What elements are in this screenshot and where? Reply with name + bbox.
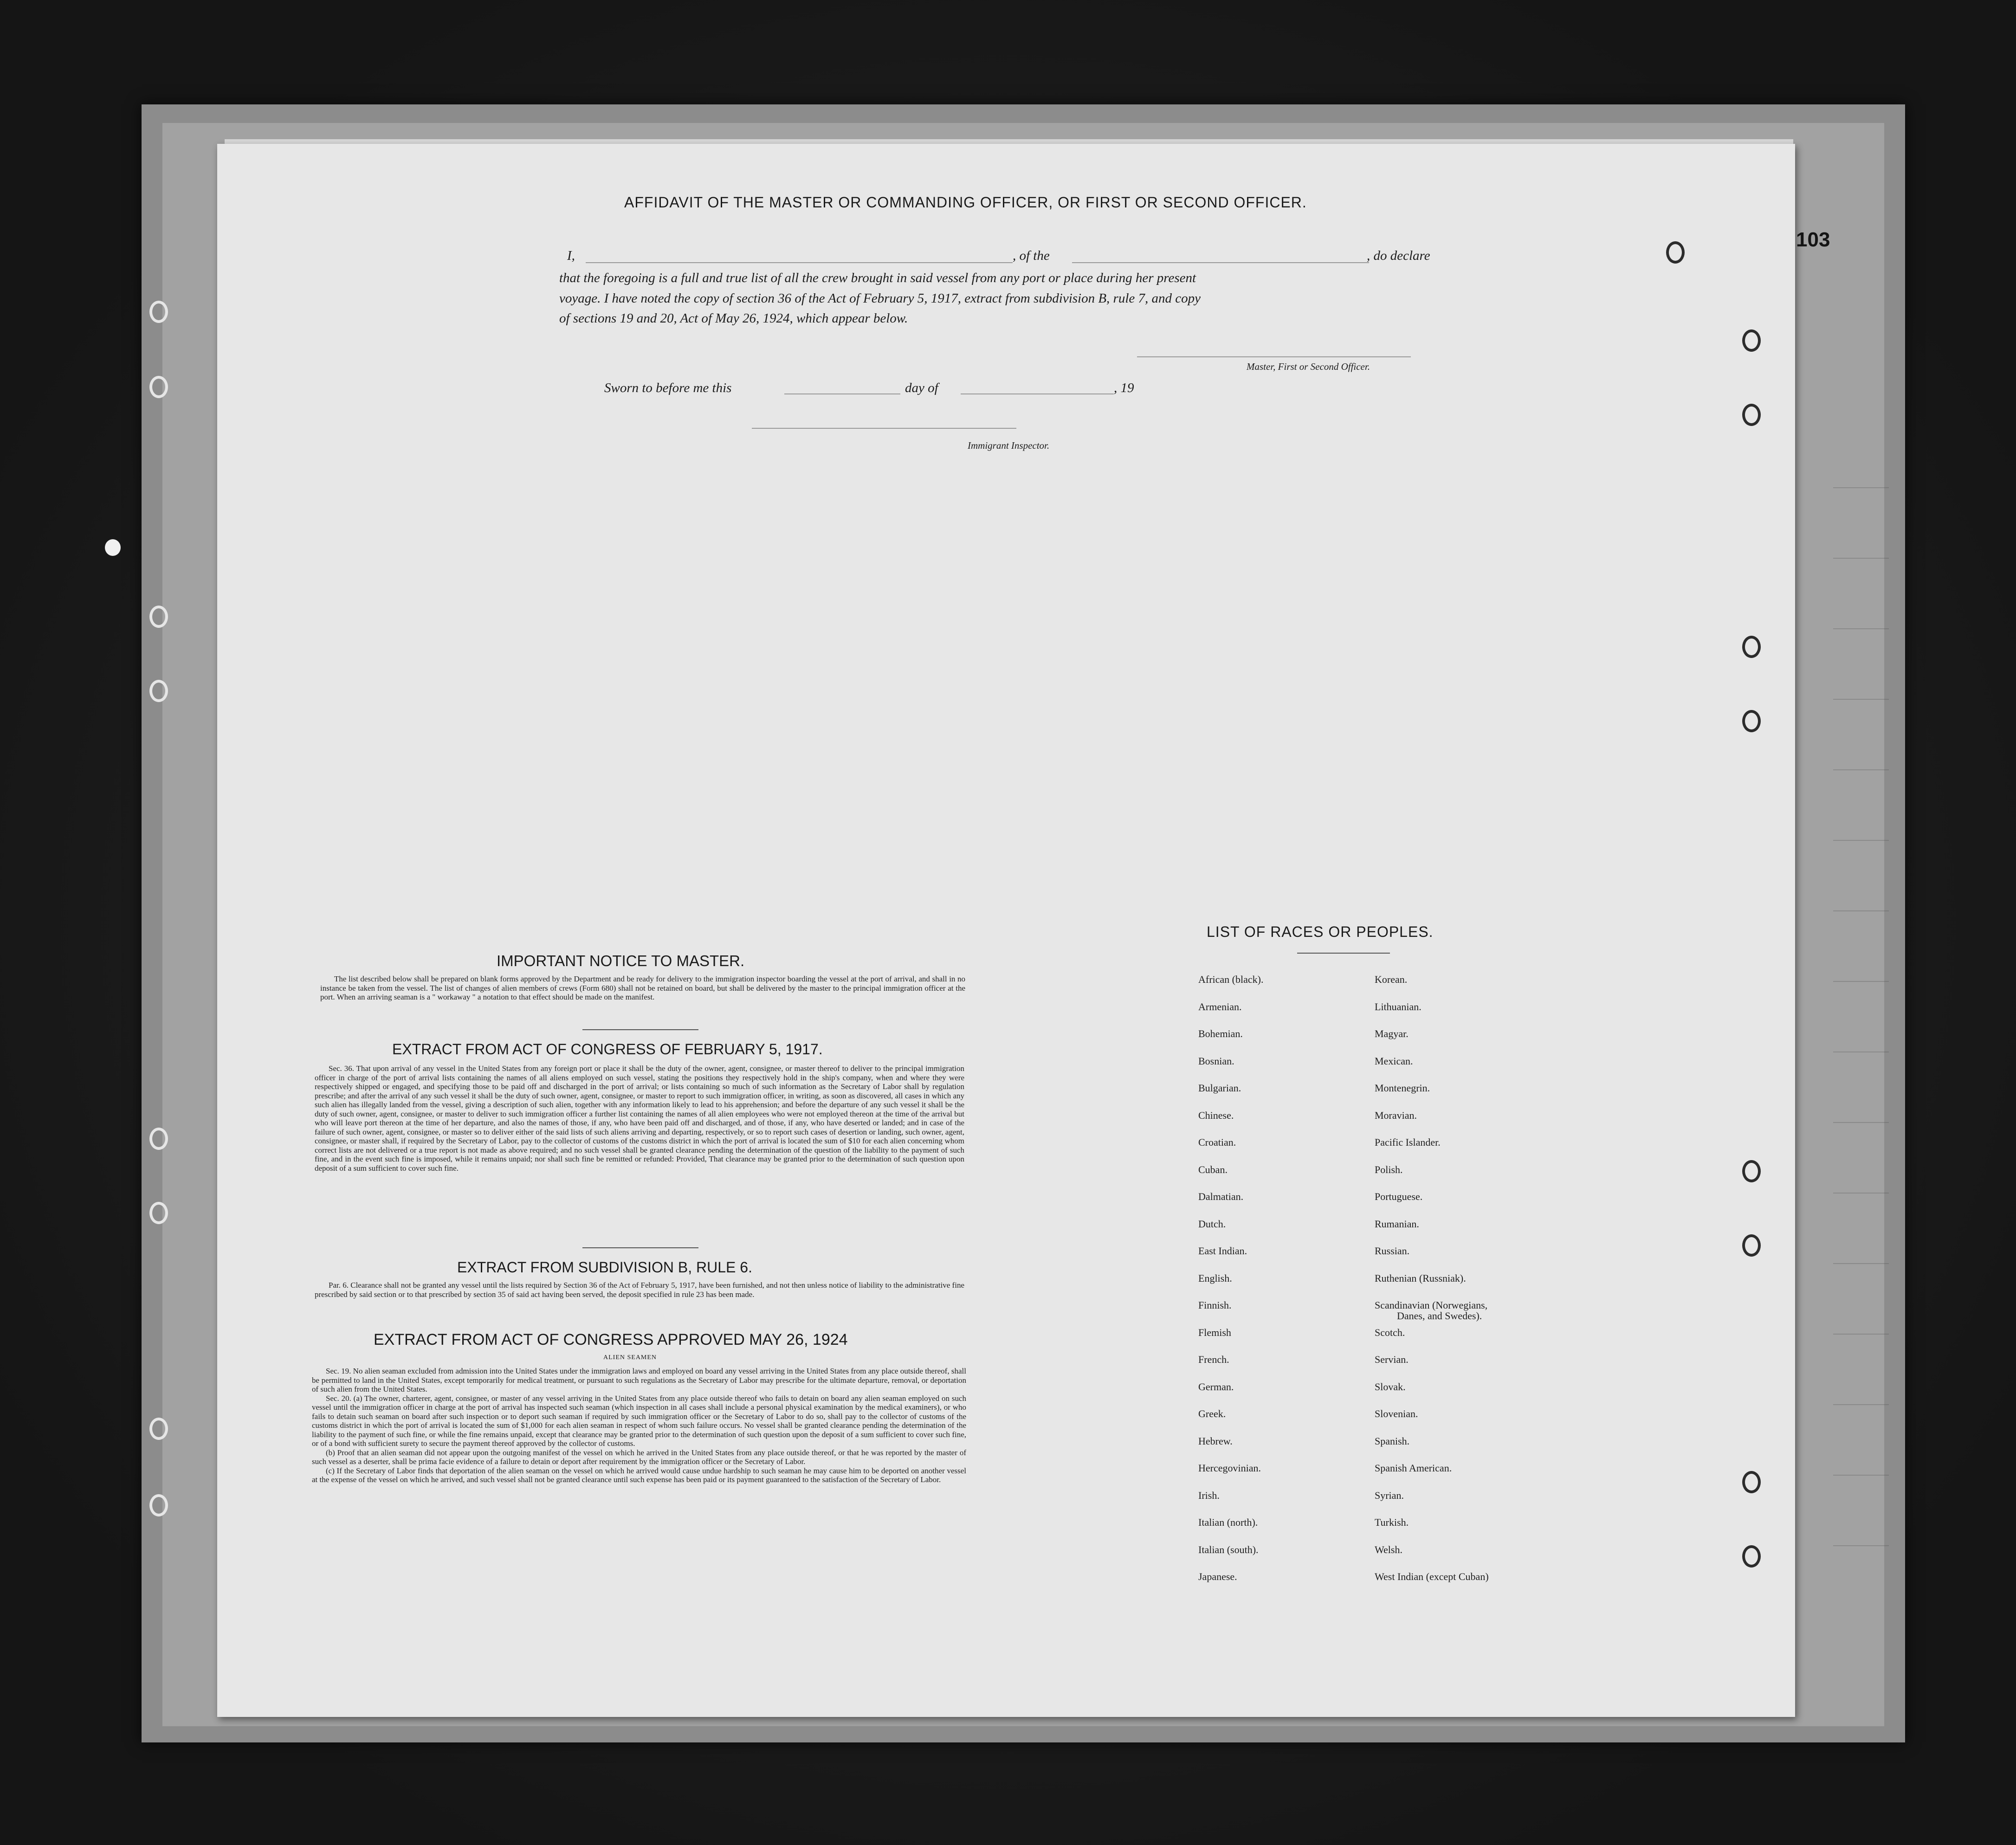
- race-right-item: Spanish American.: [1375, 1462, 1452, 1474]
- sec-36-paragraph: Sec. 36. That upon arrival of any vessel in the United States from any foreign port or place it shall be the duty of the owner, agent, consignee, or master thereof to deliver to the principal immigration officer in charge of the port of arrival lists containing the names of all aliens employed on such vessel, stating the positions they respectively hold in the ship's company, when and where they were respectively shipped or engaged, and specifying those to be paid off and discharged in the port of arrival; or lists containing so much of such information as the Secretary of Labor shall by regulation prescribe; and after the arrival of any such vessel it shall be the duty of such owner, agent, consignee, or master to report to such immigration officer, in writing, as soon as discovered, all cases in which any such alien has illegally landed from the vessel, giving a description of such alien, together with any information likely to lead to his apprehension; and before the departure of any such vessel it shall be the duty of such owner, agent, consignee, or master to deliver to such immigration officer a further list containing the names of all alien employees who were not employed thereon at the time of the arrival but who will leave port thereon at the time of her departure, and also the names of those, if any, who have been paid off and discharged, and of those, if any, who have deserted or landed; and in case of the failure of such owner, agent, consignee, or master so to deliver either of the said lists of such aliens arriving and departing, respectively, or so to report such cases of desertion or landing, such owner, agent, consignee, or master shall, if required by the Secretary of Labor, pay to the collector of customs of the customs district in which the port of arrival is located the sum of $10 for each alien concerning whom correct lists are not delivered or a true report is not made as above required; and no such vessel shall be granted clearance pending the determination of the question of the liability to the payment of such fine, and in the event such fine is imposed, while it remains unpaid; nor shall such fine be remitted or refunded: Provided, That clearance may be granted prior to the determination of such question upon deposit of a sum sufficient to cover such fine.: [315, 1064, 964, 1173]
- binding-ring-icon: [1666, 241, 1685, 264]
- race-right-item: Ruthenian (Russniak).: [1375, 1272, 1466, 1284]
- affidavit-of-the-label: , of the: [1013, 248, 1050, 263]
- race-right-item: Rumanian.: [1375, 1218, 1419, 1230]
- race-left-item: Dutch.: [1198, 1218, 1226, 1230]
- race-left-item: Hebrew.: [1198, 1435, 1233, 1447]
- race-left-item: Armenian.: [1198, 1001, 1242, 1013]
- race-left-item: Bohemian.: [1198, 1028, 1243, 1039]
- binding-ring-icon: [1742, 1471, 1761, 1493]
- affidavit-line-3: voyage. I have noted the copy of section 36 of the Act of February 5, 1917, extract from subdivision B, rule 7, and copy: [559, 291, 1201, 306]
- sec-20a-paragraph: Sec. 20. (a) The owner, charterer, agent, consignee, or master of any vessel arriving in the United States from any place outside thereof who fails to detain on board any alien seaman employed on such vessel until the immigration officer in charge at the port of arrival has inspected such seaman (which inspection in all cases shall include a personal physical examination by the medical examiners), or who fails to detain such seaman on board after such inspection or to deport such seaman if required by such immigration officer or the Secretary of Labor to do so, shall pay to the collector of customs of the customs district in which the port of arrival is located the sum of $1,000 for each alien seaman in respect of whom such failure occurs. No vessel shall be granted clearance pending the determination of the liability to the payment of such fine, or while the fine remains unpaid, except that clearance may be granted prior to the determination of such question upon the deposit of a sum sufficient to cover such fine, or of a bond with sufficient surety to secure the payment thereof approved by the collector of customs.: [312, 1393, 966, 1448]
- divider: [582, 1029, 698, 1030]
- binding-ring-icon: [149, 1128, 168, 1150]
- affidavit-declare-label: , do declare: [1367, 248, 1430, 263]
- race-left-item: East Indian.: [1198, 1245, 1247, 1257]
- race-right-item: Portuguese.: [1375, 1191, 1423, 1202]
- affidavit-declarant-label: I,: [567, 248, 575, 263]
- race-right-item: Servian.: [1375, 1354, 1409, 1365]
- binding-ring-icon: [1742, 1545, 1761, 1568]
- race-left-item: Croatian.: [1198, 1136, 1236, 1148]
- race-right-item: Pacific Islander.: [1375, 1136, 1441, 1148]
- binding-ring-icon: [149, 1202, 168, 1224]
- race-right-item: Mexican.: [1375, 1055, 1413, 1067]
- race-right-item: Magyar.: [1375, 1028, 1409, 1039]
- binding-ring-icon: [149, 1494, 168, 1516]
- extract-1917-body: [315, 1064, 964, 1173]
- race-right-item: West Indian (except Cuban): [1375, 1571, 1489, 1582]
- race-right-item: Scandinavian (Norwegians,: [1375, 1299, 1488, 1311]
- year-label: , 19: [1114, 381, 1134, 395]
- races-title: LIST OF RACES OR PEOPLES.: [1207, 923, 1434, 940]
- binding-ring-icon: [149, 301, 168, 323]
- divider: [582, 1247, 698, 1248]
- race-left-item: English.: [1198, 1272, 1232, 1284]
- master-signature-line: [1137, 356, 1411, 357]
- race-left-item: Bosnian.: [1198, 1055, 1234, 1067]
- binding-ring-icon: [1742, 404, 1761, 426]
- race-right-item: Spanish.: [1375, 1435, 1410, 1447]
- race-right-item: Moravian.: [1375, 1110, 1417, 1121]
- race-left-item: Hercegovinian.: [1198, 1462, 1261, 1474]
- binding-ring-icon: [1742, 1234, 1761, 1257]
- affidavit-title: AFFIDAVIT OF THE MASTER OR COMMANDING OFFICER, OR FIRST OR SECOND OFFICER.: [624, 194, 1307, 211]
- master-signature-caption: Master, First or Second Officer.: [1247, 361, 1370, 372]
- extract-1917-title: EXTRACT FROM ACT OF CONGRESS OF FEBRUARY 5, 1917.: [392, 1041, 823, 1058]
- inspector-signature-line: [752, 428, 1016, 429]
- binding-ring-icon: [1742, 710, 1761, 732]
- sec-20c-paragraph: (c) If the Secretary of Labor finds that deportation of the alien seaman on the vessel on which he arrived would cause undue hardship to such seaman he may cause him to be deported on another vessel at the expense of the vessel on which he arrived, and such vessel shall not be granted clearance until such expense has been paid or its payment guaranteed to the satisfaction of the Secretary of Labor.: [312, 1466, 966, 1484]
- binding-ring-icon: [149, 606, 168, 628]
- alien-seamen-subtitle: ALIEN SEAMEN: [603, 1354, 657, 1361]
- race-left-item: Dalmatian.: [1198, 1191, 1244, 1202]
- sec-19-paragraph: Sec. 19. No alien seaman excluded from admission into the United States under the immigration laws and employed on board any vessel arriving in the United States from any place outside thereof, shall be permitted to land in the United States, except temporarily for medical treatment, or pursuant to such regulations as the Secretary of Labor may prescribe for the ultimate departure, removal, or deportation of such alien from the United States.: [312, 1367, 966, 1393]
- race-left-item: Bulgarian.: [1198, 1082, 1241, 1094]
- race-left-item: French.: [1198, 1354, 1229, 1365]
- race-left-item: African (black).: [1198, 974, 1264, 985]
- binding-ring-icon: [149, 1418, 168, 1440]
- race-right-item: Syrian.: [1375, 1490, 1404, 1501]
- rule-6-body: [315, 1281, 964, 1299]
- notice-paragraph: The list described below shall be prepared on blank forms approved by the Department and be ready for delivery to the immigration inspector boarding the vessel at the port of arrival, and shall in no instance be taken from the vessel. The list of changes of alien members of crews (Form 680) shall not be retained on board, but shall be delivered by the master to the principal immigration officer at the port. When an arriving seaman is a " workaway " a notation to that effect should be made on the manifest.: [320, 974, 965, 1001]
- race-right-item: Lithuanian.: [1375, 1001, 1422, 1013]
- race-right-item: Polish.: [1375, 1164, 1403, 1175]
- race-right-item: Russian.: [1375, 1245, 1410, 1257]
- race-right-item: Turkish.: [1375, 1516, 1409, 1528]
- page-number: 103: [1796, 228, 1830, 251]
- race-left-item: Irish.: [1198, 1490, 1220, 1501]
- binding-ring-icon: [1742, 329, 1761, 352]
- race-left-item: German.: [1198, 1381, 1234, 1393]
- race-right-item: Korean.: [1375, 974, 1408, 985]
- race-left-item: Italian (south).: [1198, 1544, 1259, 1555]
- race-left-item: Japanese.: [1198, 1571, 1237, 1582]
- punch-hole-icon: [105, 539, 121, 556]
- race-left-item: Greek.: [1198, 1408, 1226, 1419]
- race-left-item: Italian (north).: [1198, 1516, 1258, 1528]
- race-right-item: Slovenian.: [1375, 1408, 1418, 1419]
- divider: [1297, 953, 1390, 954]
- race-right-item: Scotch.: [1375, 1327, 1405, 1338]
- extract-1924-body: [312, 1367, 966, 1484]
- race-left-item: Chinese.: [1198, 1110, 1234, 1121]
- extract-1924-title: EXTRACT FROM ACT OF CONGRESS APPROVED MAY 26, 1924: [374, 1331, 848, 1348]
- race-right-item-continued: Danes, and Swedes).: [1397, 1310, 1482, 1322]
- binding-ring-icon: [1742, 636, 1761, 658]
- race-left-item: Finnish.: [1198, 1299, 1232, 1311]
- notice-title: IMPORTANT NOTICE TO MASTER.: [497, 952, 745, 969]
- race-right-item: Slovak.: [1375, 1381, 1406, 1393]
- notice-body: [320, 974, 965, 1002]
- race-right-item: Montenegrin.: [1375, 1082, 1430, 1094]
- affidavit-line-4: of sections 19 and 20, Act of May 26, 1924, which appear below.: [559, 311, 908, 326]
- inspector-caption: Immigrant Inspector.: [968, 440, 1050, 451]
- bleed-through-rows: [1833, 418, 1889, 1531]
- par-6-paragraph: Par. 6. Clearance shall not be granted any vessel until the lists required by Section 36 of the Act of February 5, 1917, have been furnished, and not then unless notice of liability to the administrative fine prescribed by said section or to that prescribed by section 35 of said act having been served, the deposit specified in rule 23 has been made.: [315, 1281, 964, 1299]
- binding-ring-icon: [149, 680, 168, 702]
- day-of-label: day of: [905, 381, 938, 395]
- declarant-name-blank: [586, 262, 1013, 263]
- affidavit-line-2: that the foregoing is a full and true list of all the crew brought in said vessel from any port or place during her present: [559, 271, 1196, 285]
- vessel-name-blank: [1072, 262, 1369, 263]
- sec-20b-paragraph: (b) Proof that an alien seaman did not appear upon the outgoing manifest of the vessel on which he arrived in the United States from any place outside thereof, or that he was reported by the master of such vessel as a deserter, shall be prima facie evidence of a failure to detain or deport after requirement by the immigration officer or the Secretary of Labor.: [312, 1448, 966, 1466]
- rule-6-title: EXTRACT FROM SUBDIVISION B, RULE 6.: [457, 1259, 752, 1276]
- race-left-item: Cuban.: [1198, 1164, 1228, 1175]
- race-right-item: Welsh.: [1375, 1544, 1402, 1555]
- binding-ring-icon: [149, 376, 168, 398]
- sworn-label: Sworn to before me this: [604, 381, 732, 395]
- binding-ring-icon: [1742, 1160, 1761, 1182]
- race-left-item: Flemish: [1198, 1327, 1231, 1338]
